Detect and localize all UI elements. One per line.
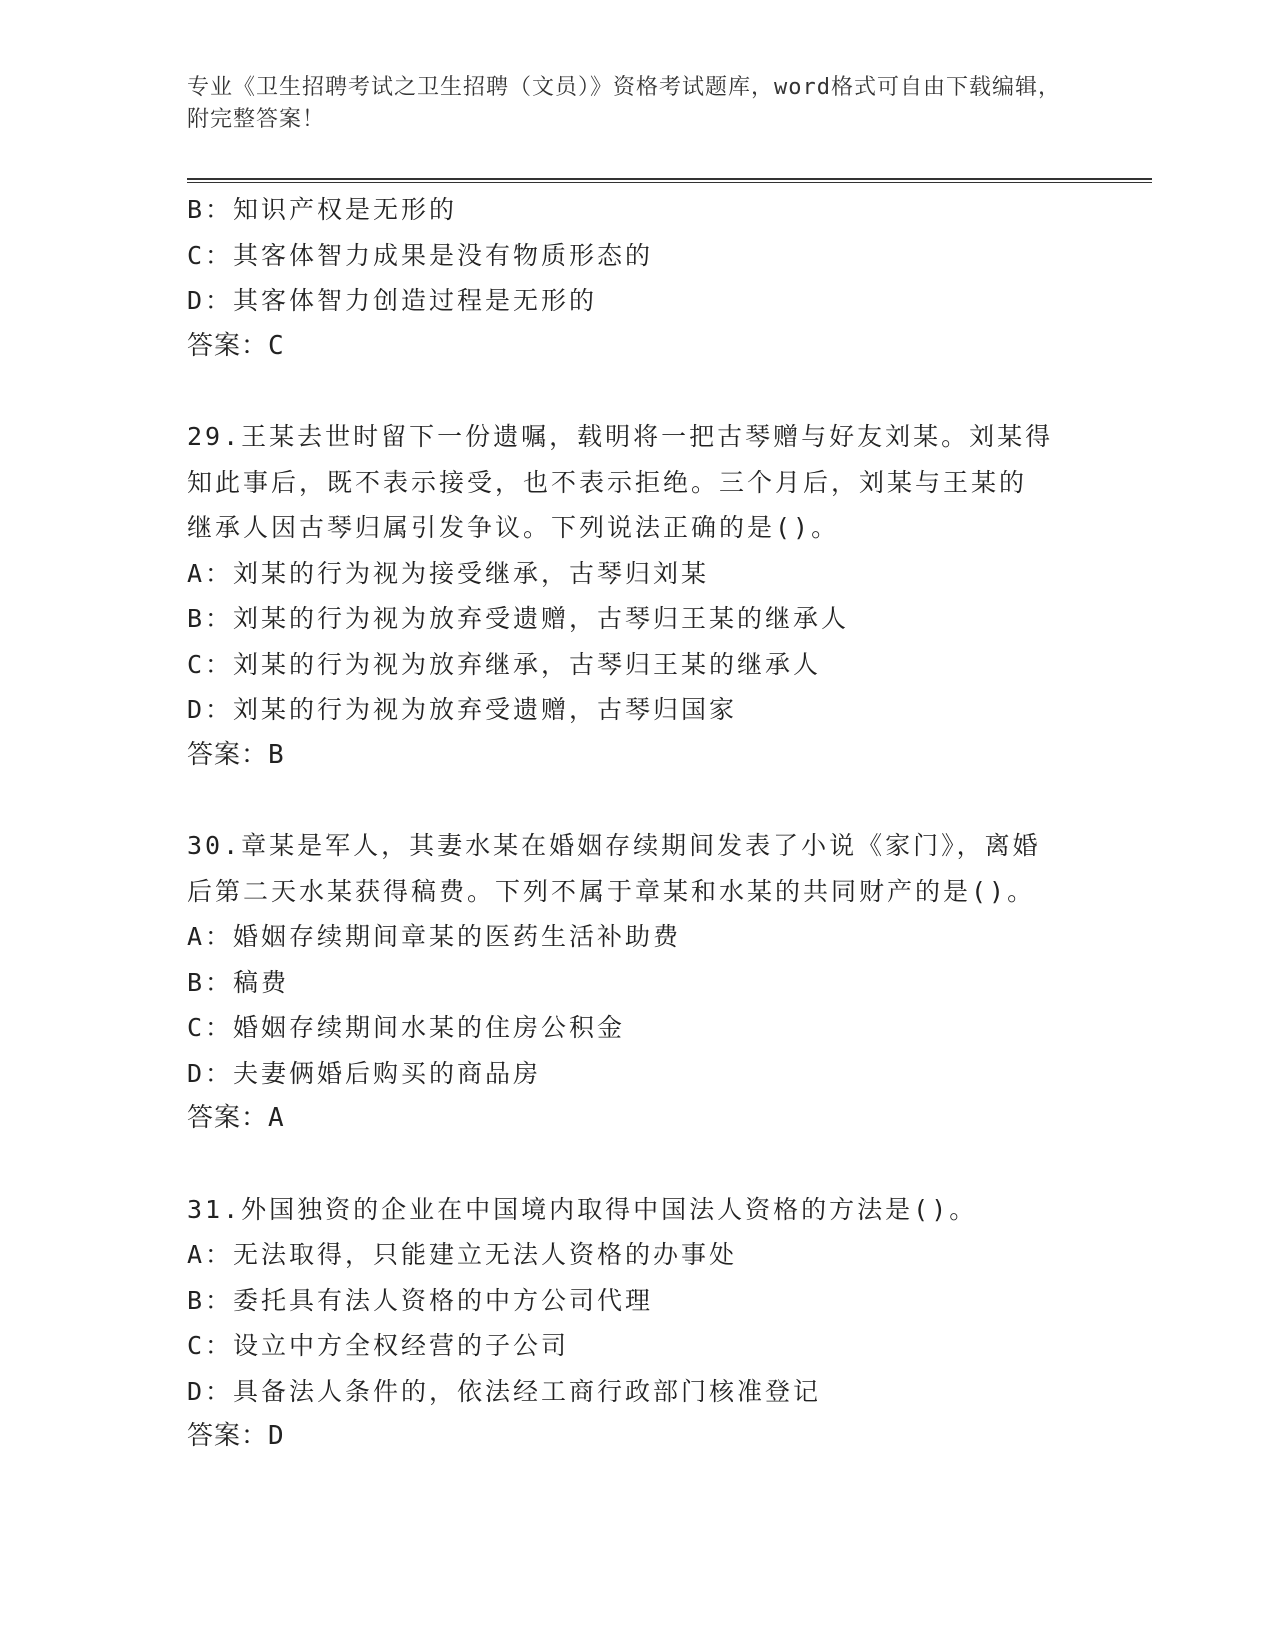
option-a: A：婚姻存续期间章某的医药生活补助费	[187, 922, 682, 951]
option-d: D：刘某的行为视为放弃受遗赠，古琴归国家	[187, 695, 738, 724]
option-d: D：其客体智力创造过程是无形的	[187, 286, 598, 315]
question-28-fragment	[187, 187, 1117, 369]
header-divider	[187, 178, 1152, 183]
document-header: 专业《卫生招聘考试之卫生招聘（文员）》资格考试题库，word格式可自由下载编辑，附完整答案！	[187, 75, 1061, 132]
question-30	[187, 823, 1117, 1142]
option-c: C：刘某的行为视为放弃继承，古琴归王某的继承人	[187, 649, 822, 679]
option-c: C：设立中方全权经营的子公司	[187, 1331, 570, 1360]
option-c: C：其客体智力成果是没有物质形态的	[187, 240, 654, 270]
answer: 答案：D	[187, 1421, 285, 1451]
option-b: B：委托具有法人资格的中方公司代理	[187, 1285, 654, 1315]
option-b: B：知识产权是无形的	[187, 195, 458, 224]
spacer	[187, 369, 1117, 414]
spacer	[187, 778, 1117, 823]
option-d: D：夫妻俩婚后购买的商品房	[187, 1058, 542, 1088]
question-list	[187, 187, 1117, 1460]
question-stem: 31.外国独资的企业在中国境内取得中国法人资格的方法是()。	[187, 1194, 978, 1224]
option-c: C：婚姻存续期间水某的住房公积金	[187, 1013, 626, 1042]
question-stem: 继承人因古琴归属引发争议。下列说法正确的是()。	[187, 513, 840, 542]
question-29	[187, 414, 1117, 778]
answer: 答案：A	[187, 1103, 285, 1133]
answer: 答案：C	[187, 330, 285, 361]
question-stem: 知此事后，既不表示接受，也不表示拒绝。三个月后，刘某与王某的	[187, 467, 1028, 497]
option-a: A：无法取得，只能建立无法人资格的办事处	[187, 1240, 738, 1269]
question-stem: 30.章某是军人，其妻水某在婚姻存续期间发表了小说《家门》，离婚	[187, 831, 1041, 860]
option-a: A：刘某的行为视为接受继承，古琴归刘某	[187, 558, 710, 588]
question-31	[187, 1187, 1117, 1460]
option-b: B：刘某的行为视为放弃受遗赠，古琴归王某的继承人	[187, 604, 850, 633]
answer: 答案：B	[187, 739, 285, 770]
option-d: D：具备法人条件的，依法经工商行政部门核准登记	[187, 1376, 822, 1406]
option-b: B：稿费	[187, 967, 290, 997]
question-stem: 29.王某去世时留下一份遗嘱，载明将一把古琴赠与好友刘某。刘某得	[187, 422, 1054, 451]
question-stem: 后第二天水某获得稿费。下列不属于章某和水某的共同财产的是()。	[187, 876, 1036, 906]
spacer	[187, 1142, 1117, 1187]
